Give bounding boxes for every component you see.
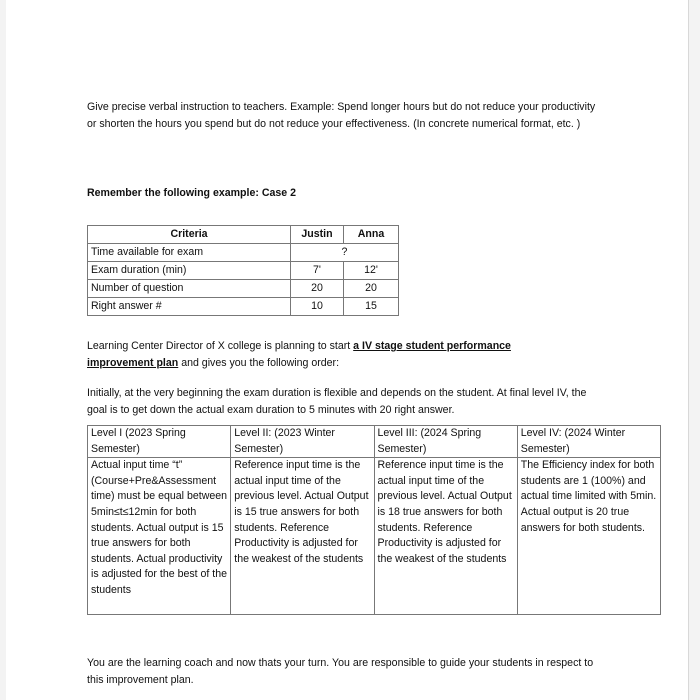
level-2-body: Reference input time is the actual input time of the previous level. Actual Output is 15 true answers for both students. Reference Productivity is adjusted for the weakest of the students [231,458,374,615]
justin-cell: 20 [291,280,344,298]
row-label: Time available for exam [88,244,291,262]
row-label: Number of question [88,280,291,298]
level-3-body: Reference input time is the actual input time of the previous level. Actual Output is 18 true answers for both students. Reference Productivity is adjusted for the weakest of the students [374,458,517,615]
row-label: Right answer # [88,298,291,316]
header-anna: Anna [344,226,399,244]
closing-paragraph: You are the learning coach and now thats your turn. You are responsible to guide your students in respect to this improvement plan. [87,657,594,686]
table-row [88,244,399,262]
levels-table [87,425,661,615]
level-1-body: Actual input time “t” (Course+Pre&Assessment time) must be equal between 5min≤t≤12min for both students. Actual output is 15 true answers for both students. Actual productivity is adjusted for the best of the students [88,458,231,615]
justin-cell: 7' [291,262,344,280]
justin-cell: 10 [291,298,344,316]
level-1-title: Level I (2023 Spring Semester) [88,426,231,458]
case-table [87,225,399,316]
level-2-title: Level II: (2023 Winter Semester) [231,426,374,458]
plan-intro-text: and gives you the following order: [178,356,340,369]
example-heading: Remember the following example: Case 2 [87,187,296,199]
merged-cell: ? [291,244,399,262]
table-row [88,280,399,298]
header-criteria: Criteria [88,226,291,244]
table-row [88,262,399,280]
row-label: Exam duration (min) [88,262,291,280]
plan-intro-text: Learning Center Director of X college is planning to start [87,340,354,352]
level-3-title: Level III: (2024 Spring Semester) [374,426,517,458]
anna-cell: 12' [344,262,399,280]
document-page [6,0,689,700]
anna-cell: 20 [344,280,399,298]
plan-title: a IV stage student performance improvement plan [87,340,511,369]
initially-paragraph: Initially, at the very beginning the exam duration is flexible and depends on the student. At final level IV, the goal is to get down the actual exam duration to 5 minutes with 20 right answer. [87,387,587,416]
level-4-title: Level IV: (2024 Winter Semester) [517,426,660,458]
table-row [88,298,399,316]
level-4-body: The Efficiency index for both students are 1 (100%) and actual time limited with 5min. Actual output is 20 true answers for both students. [517,458,660,615]
header-justin: Justin [291,226,344,244]
intro-paragraph: Give precise verbal instruction to teachers. Example: Spend longer hours but do not reduce your productivity or shorten the hours you spend but do not reduce your effectiveness. (In concrete numerical format, etc. ) [87,101,596,130]
anna-cell: 15 [344,298,399,316]
plan-intro [87,338,567,371]
